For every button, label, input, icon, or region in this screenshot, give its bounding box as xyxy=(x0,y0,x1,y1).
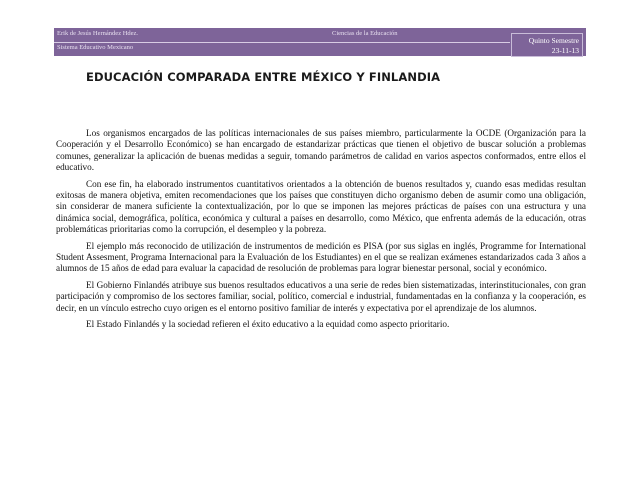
paragraph-5: El Estado Finlandés y la sociedad refieren el éxito educativo a la equidad como aspecto prioritario. xyxy=(86,319,450,330)
header-divider xyxy=(54,42,510,43)
paragraph-3: El ejemplo más reconocido de utilización de instrumentos de medición es PISA (por sus siglas en inglés, Programme for International Student Assesment, Programa Internacional para la Evaluación de los Estudiantes) en el que se realizan exámenes estandarizados cada 3 años a alumnos de 15 años de edad para evaluar la capacidad de resolución de problemas para lograr bienestar personal, social y económico. xyxy=(56,240,586,274)
header-date: 23-11-13 xyxy=(551,46,579,55)
page-header xyxy=(54,28,586,56)
document-body xyxy=(56,128,586,336)
header-subject: Ciencias de la Educación xyxy=(332,30,398,37)
header-semester-box xyxy=(511,33,583,57)
header-author: Erik de Jesús Hernández Hdez. xyxy=(57,30,139,37)
header-organization: Sistema Educativo Mexicano xyxy=(57,44,134,51)
paragraph-2: Con ese fin, ha elaborado instrumentos cuantitativos orientados a la obtención de buenos resultados y, cuando esas medidas resultan exitosas de manera objetiva, emiten recomendaciones que los países que constituyen dicho organismo deben de asumir como una obligación, sin considerar de manera suficiente la contextualización, por lo que se imponen las mejores prácticas de países con una estructura y una dinámica social, demográfica, política, económica y cultural a países en desarrollo, como México, que enfrenta además de la educación, otras problemáticas prioritarias como la corrupción, el desempleo y la pobreza. xyxy=(56,178,586,235)
header-semester: Quinto Semestre xyxy=(528,36,579,45)
paragraph-1: Los organismos encargados de las políticas internacionales de sus países miembro, particularmente la OCDE (Organización para la Cooperación y el Desarrollo Económico) se han encargado de estandarizar prácticas que tienen el objetivo de buscar solución a problemas comunes, generalizar la aplicación de buenas medidas a seguir, tomando parámetros de calidad en varios aspectos conformados, entre ellos el educativo. xyxy=(56,128,586,173)
document-title: EDUCACIÓN COMPARADA ENTRE MÉXICO Y FINLANDIA xyxy=(86,70,441,84)
paragraph-4: El Gobierno Finlandés atribuye sus buenos resultados educativos a una serie de redes bien sistematizadas, interinstitucionales, con gran participación y compromiso de los sectores familiar, social, político, comercial e industrial, fundamentadas en la confianza y la cooperación, es decir, en un vínculo estrecho cuyo origen es el entorno positivo familiar de interés y expectativa por el aprendizaje de los alumnos. xyxy=(56,279,586,313)
